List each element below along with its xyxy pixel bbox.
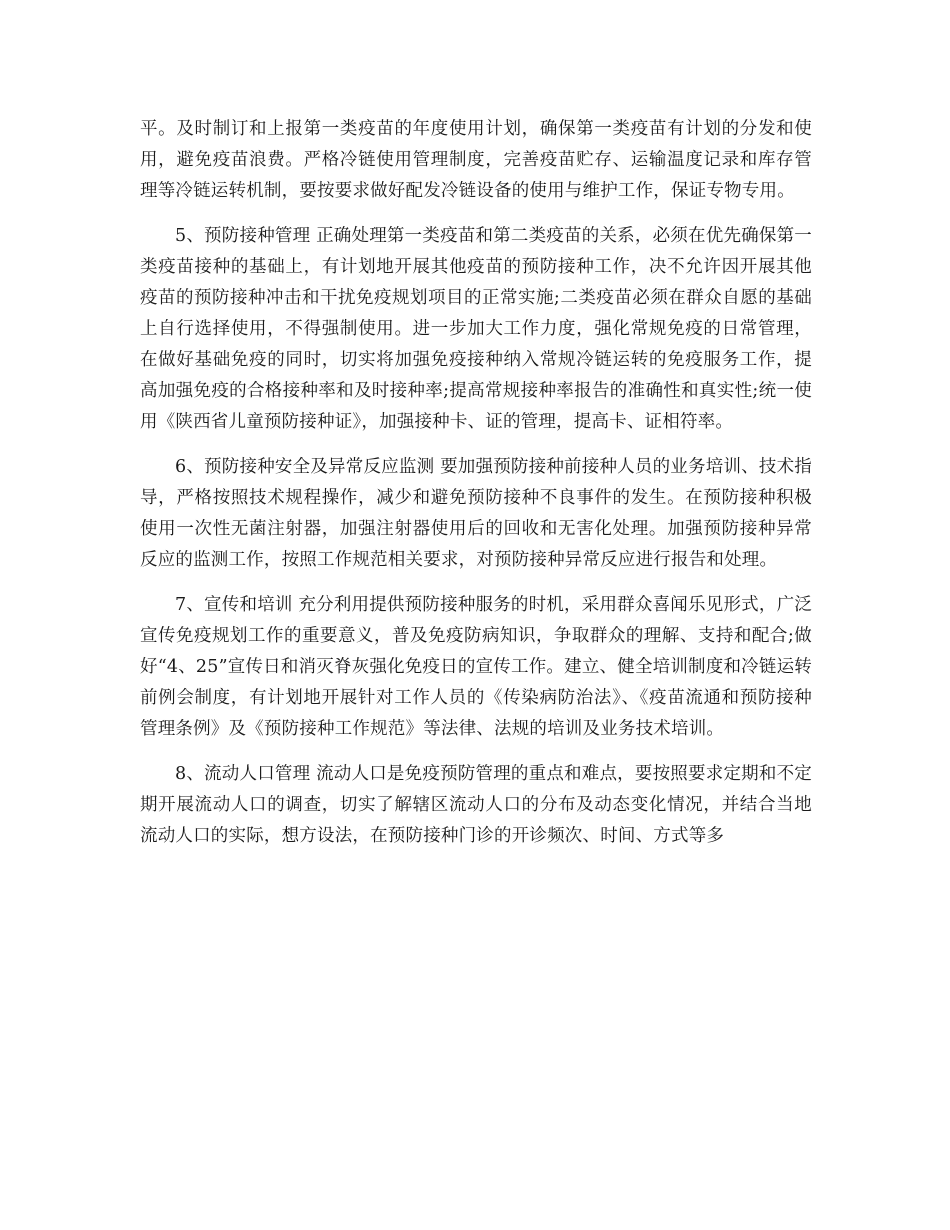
paragraph-floating-population: 8、流动人口管理 流动人口是免疫预防管理的重点和难点，要按照要求定期和不定期开展流动人口的调查，切实了解辖区流动人口的分布及动态变化情况，并结合当地流动人口的实际，想方设法，在预防接种门诊的开诊频次、时间、方式等多 <box>140 764 812 846</box>
paragraph-vaccination-management: 5、预防接种管理 正确处理第一类疫苗和第二类疫苗的关系，必须在优先确保第一类疫苗接种的基础上，有计划地开展其他疫苗的预防接种工作，决不允许因开展其他疫苗的预防接种冲击和干扰免疫规划项目的正常实施;二类疫苗必须在群众自愿的基础上自行选择使用，不得强制使用。进一步加大工作力度，强化常规免疫的日常管理，在做好基础免疫的同时，切实将加强免疫接种纳入常规冷链运转的免疫服务工作，提高加强免疫的合格接种率和及时接种率;提高常规接种率报告的准确性和真实性;统一使用《陕西省儿童预防接种证》，加强接种卡、证的管理，提高卡、证相符率。 <box>140 226 812 432</box>
paragraph-continuation: 平。及时制订和上报第一类疫苗的年度使用计划，确保第一类疫苗有计划的分发和使用，避免疫苗浪费。严格冷链使用管理制度，完善疫苗贮存、运输温度记录和库存管理等冷链运转机制，要按要求做好配发冷链设备的使用与维护工作，保证专物专用。 <box>140 119 812 201</box>
document-body <box>140 114 812 852</box>
paragraph-publicity-training: 7、宣传和培训 充分利用提供预防接种服务的时机，采用群众喜闻乐见形式，广泛宣传免疫规划工作的重要意义，普及免疫防病知识，争取群众的理解、支持和配合;做好“4、25”宣传日和消灭脊灰强化免疫日的宣传工作。建立、健全培训制度和冷链运转前例会制度，有计划地开展针对工作人员的《传染病防治法》、《疫苗流通和预防接种管理条例》及《预防接种工作规范》等法律、法规的培训及业务技术培训。 <box>140 595 812 739</box>
paragraph-safety-monitoring: 6、预防接种安全及异常反应监测 要加强预防接种前接种人员的业务培训、技术指导，严格按照技术规程操作，减少和避免预防接种不良事件的发生。在预防接种积极使用一次性无菌注射器，加强注射器使用后的回收和无害化处理。加强预防接种异常反应的监测工作，按照工作规范相关要求，对预防接种异常反应进行报告和处理。 <box>140 457 812 570</box>
